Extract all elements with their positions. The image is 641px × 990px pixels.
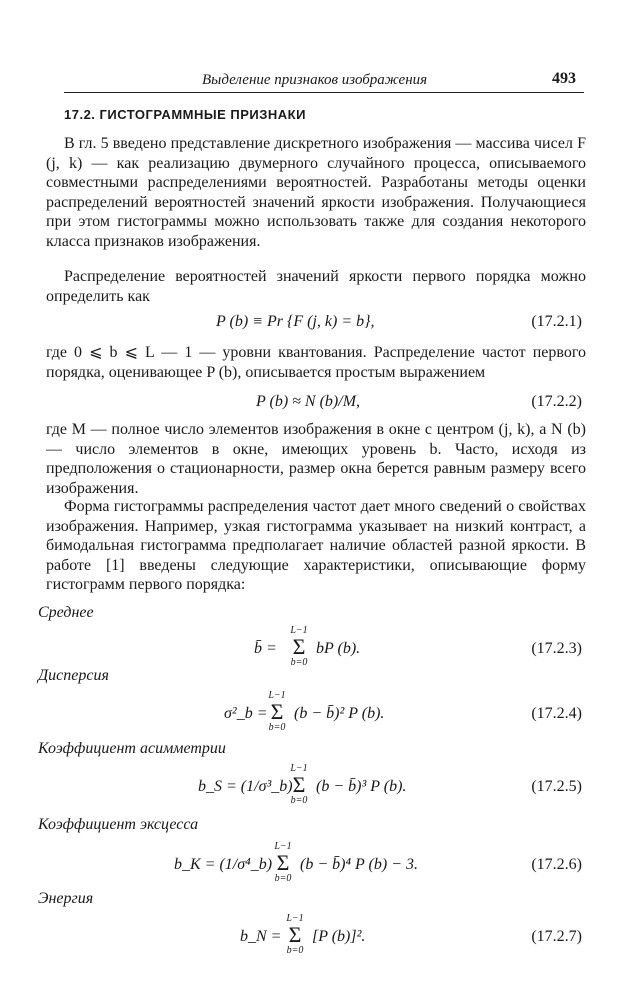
equation-17-2-6 xyxy=(46,838,586,888)
paragraph-histogram-shape: Форма гистограммы распределения частот дает много сведений о свойствах изображения. Например, узкая гистограмма указывает на низкий контраст, а бимодальная гистограмма предполагает наличие областей разной яркости. В работе [1] введены следующие характеристики, описывающие форму гистограмм первого порядка: xyxy=(46,498,586,594)
paragraph-window: где M — полное число элементов изображения в окне с центром (j, k), а N (b) — число элементов в окне, имеющих уровень b. Часто, исходя из предположения о стационарности, размер окна берется равным размеру всего изображения. xyxy=(46,421,586,497)
subhead-variance: Дисперсия xyxy=(38,667,109,684)
equation-lhs: b_N = xyxy=(240,928,282,945)
sum-upper-limit: L−1 xyxy=(274,841,292,852)
sum-lower-limit: b=0 xyxy=(274,873,292,884)
sum-lower-limit: b=0 xyxy=(286,945,304,956)
sum-lower-limit: b=0 xyxy=(290,657,308,668)
running-header xyxy=(64,70,584,94)
equation-rhs: (b − b̄)³ P (b). xyxy=(316,778,407,795)
equation-number: (17.2.7) xyxy=(531,928,582,945)
equation-rhs: (b − b̄)² P (b). xyxy=(294,705,385,722)
equation-17-2-2 xyxy=(46,393,586,417)
equation-rhs: [P (b)]². xyxy=(312,928,366,945)
paragraph-intro: В гл. 5 введено представление дискретного изображения — массива чисел F (j, k) — как реализацию двумерного случайного процесса, описываемого совместными распределениями вероятностей. Разработаны методы оценки распределений вероятностей значений яркости изображения. Получающиеся при этом гистограммы можно использовать также для создания некоторого класса признаков изображения. xyxy=(46,135,586,250)
equation-17-2-7 xyxy=(46,910,586,960)
equation-rhs: (b − b̄)⁴ P (b) − 3. xyxy=(300,856,418,873)
equation-17-2-4 xyxy=(46,687,586,737)
equation-number: (17.2.1) xyxy=(531,313,582,330)
paragraph-distribution: Распределение вероятностей значений яркости первого порядка можно определить как xyxy=(46,268,586,305)
subhead-mean: Среднее xyxy=(38,604,94,621)
equation-17-2-5 xyxy=(46,760,586,810)
summation-sign: L−1 Σ b=0 xyxy=(270,842,296,884)
sum-upper-limit: L−1 xyxy=(268,690,286,701)
equation-number: (17.2.6) xyxy=(531,856,582,873)
equation-number: (17.2.3) xyxy=(531,640,582,657)
sum-lower-limit: b=0 xyxy=(268,722,286,733)
sum-upper-limit: L−1 xyxy=(290,763,308,774)
header-rule xyxy=(64,92,584,93)
summation-sign: L−1 Σ b=0 xyxy=(264,691,290,733)
equation-body: P (b) ≈ N (b)/M, xyxy=(256,393,361,410)
equation-lhs: b_K = (1/σ⁴_b) xyxy=(174,856,273,873)
section-heading: 17.2. ГИСТОГРАММНЫЕ ПРИЗНАКИ xyxy=(64,107,306,122)
summation-sign: L−1 Σ b=0 xyxy=(282,914,308,956)
equation-number: (17.2.5) xyxy=(531,778,582,795)
summation-sign: L−1 Σ b=0 xyxy=(286,626,312,668)
equation-rhs: bP (b). xyxy=(316,640,361,657)
running-title: Выделение признаков изображения xyxy=(202,72,428,88)
subhead-kurtosis: Коэффициент эксцесса xyxy=(38,816,199,833)
subhead-energy: Энергия xyxy=(38,890,94,907)
summation-sign: L−1 Σ b=0 xyxy=(286,764,312,806)
equation-number: (17.2.2) xyxy=(531,393,582,410)
equation-17-2-1 xyxy=(46,313,586,337)
paragraph-quantization: где 0 ⩽ b ⩽ L — 1 — уровни квантования. Распределение частот первого порядка, оценивающее P (b), описывается простым выражением xyxy=(46,344,586,381)
sum-upper-limit: L−1 xyxy=(290,625,308,636)
equation-number: (17.2.4) xyxy=(531,705,582,722)
equation-body: P (b) ≡ Pr {F (j, k) = b}, xyxy=(216,313,375,330)
sum-lower-limit: b=0 xyxy=(290,795,308,806)
equation-lhs: b̄ = xyxy=(254,640,277,657)
subhead-skewness: Коэффициент асимметрии xyxy=(38,740,226,757)
equation-lhs: σ²_b = xyxy=(224,705,268,722)
equation-17-2-3 xyxy=(46,622,586,672)
sum-upper-limit: L−1 xyxy=(286,913,304,924)
equation-lhs: b_S = (1/σ³_b) xyxy=(198,778,293,795)
page-number: 493 xyxy=(552,70,576,87)
